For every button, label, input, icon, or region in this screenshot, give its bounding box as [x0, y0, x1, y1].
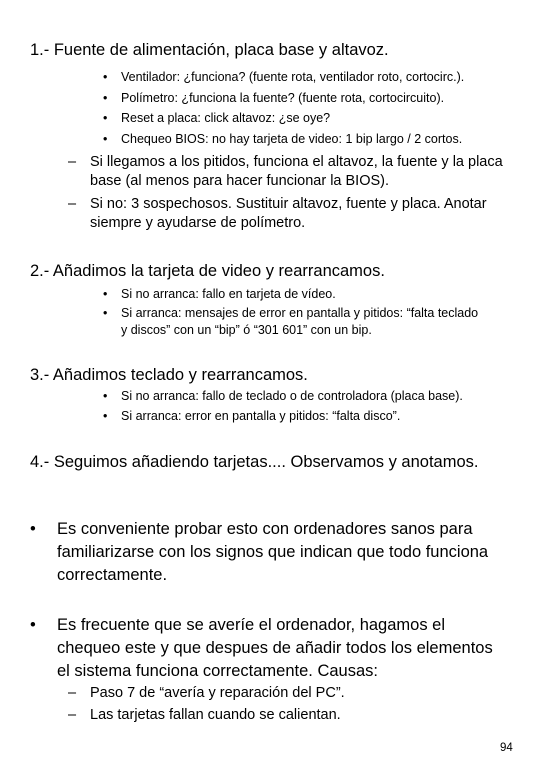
section-1-bullet-3: Reset a placa: click altavoz: ¿se oye? — [121, 111, 331, 125]
bullet-marker: • — [103, 111, 108, 125]
note-1: Es conveniente probar esto con ordenadores sanos para familiarizarse con los signos que indican que todo funciona correctamente. — [57, 520, 489, 584]
bullet-marker: • — [103, 91, 108, 105]
cause-2: Las tarjetas fallan cuando se calientan. — [90, 707, 341, 723]
bullet-marker: • — [103, 306, 108, 320]
section-1-dash-2: Si no: 3 sospechosos. Sustituir altavoz, fuente y placa. Anotar siempre y ayudarse de polímetro. — [90, 196, 487, 231]
section-1-bullet-1: Ventilador: ¿funciona? (fuente rota, ventilador roto, cortocirc.). — [121, 70, 465, 84]
dash-marker: – — [68, 154, 77, 170]
bullet-marker: • — [30, 520, 36, 538]
page-number: 94 — [500, 742, 513, 754]
section-4-heading: 4.- Seguimos añadiendo tarjetas.... Observamos y anotamos. — [30, 453, 479, 471]
bullet-marker: • — [103, 132, 108, 146]
section-2-heading: 2.- Añadimos la tarjeta de video y rearrancamos. — [30, 262, 385, 280]
section-2-bullet-2: Si arranca: mensajes de error en pantalla y pitidos: “falta teclado y discos” con un “bip” ó “301 601” con un bip. — [121, 306, 479, 337]
section-1-bullet-2: Polímetro: ¿funciona la fuente? (fuente rota, cortocircuito). — [121, 91, 445, 105]
section-3-heading: 3.- Añadimos teclado y rearrancamos. — [30, 366, 308, 384]
section-3-bullet-1: Si no arranca: fallo de teclado o de controladora (placa base). — [121, 389, 463, 403]
bullet-marker: • — [103, 70, 108, 84]
section-1-bullet-4: Chequeo BIOS: no hay tarjeta de video: 1 bip largo / 2 cortos. — [121, 132, 463, 146]
section-2-bullet-1: Si no arranca: fallo en tarjeta de vídeo. — [121, 287, 336, 301]
section-3-bullet-2: Si arranca: error en pantalla y pitidos: “falta disco”. — [121, 409, 401, 423]
bullet-marker: • — [103, 389, 108, 403]
section-1-heading: 1.- Fuente de alimentación, placa base y altavoz. — [30, 41, 389, 59]
cause-1: Paso 7 de “avería y reparación del PC”. — [90, 685, 345, 701]
note-2: Es frecuente que se averíe el ordenador, hagamos el chequeo este y que despues de añadir todos los elementos el sistema funciona correctamente. Causas: — [57, 616, 493, 680]
bullet-marker: • — [103, 287, 108, 301]
dash-marker: – — [68, 707, 77, 723]
bullet-marker: • — [103, 409, 108, 423]
dash-marker: – — [68, 196, 77, 212]
bullet-marker: • — [30, 616, 36, 634]
section-1-dash-1: Si llegamos a los pitidos, funciona el altavoz, la fuente y la placa base (al menos para hacer funcionar la BIOS). — [90, 154, 503, 189]
dash-marker: – — [68, 685, 77, 701]
